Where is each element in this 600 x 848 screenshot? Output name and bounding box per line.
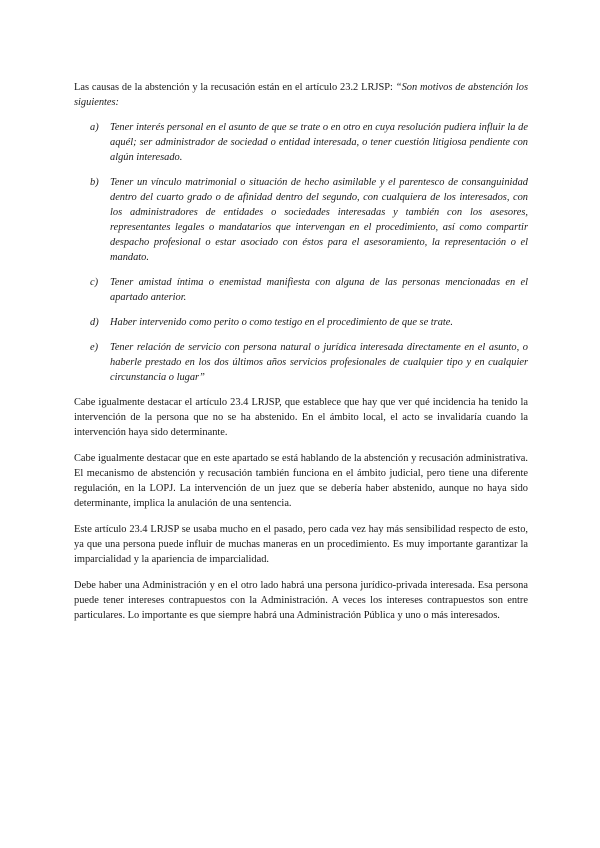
motivo-item-c — [90, 275, 528, 305]
motivo-text: Haber intervenido como perito o como testigo en el procedimiento de que se trate. — [110, 317, 454, 328]
intro-quote: “Son motivos de abstención los siguientes: — [74, 82, 529, 108]
motivo-text: Tener un vínculo matrimonial o situación de hecho asimilable y el parentesco de consanguinidad dentro del cuarto grado o de afinidad dentro del segundo, con cualquiera de los interesados, con los administradores de entidades o sociedades interesadas y también con los asesores, representantes legales o mandatarios que intervengan en el procedimiento, así como compartir despacho profesional o estar asociado con éstos para el asesoramiento, la representación o el mandato. — [110, 177, 528, 263]
intro-text: Las causas de la abstención y la recusación están en el artículo 23.2 LRJSP: — [74, 82, 396, 93]
list-marker: d) — [90, 317, 99, 328]
motivo-text: Tener relación de servicio con persona natural o jurídica interesada directamente en el asunto, o haberle prestado en los dos últimos años servicios profesionales de cualquier tipo y en cualquier circunstancia o lugar” — [110, 342, 528, 383]
paragraph-interesados: Debe haber una Administración y en el otro lado habrá una persona jurídico-privada interesada. Esa persona puede tener intereses contrapuestos con la Administración. A veces los intereses contrapuestos son entre particulares. Lo importante es que siempre habrá una Administración Pública y uno o más interesados. — [74, 580, 528, 621]
paragraph-imparcialidad: Este artículo 23.4 LRJSP se usaba mucho en el pasado, pero cada vez hay más sensibilidad respecto de esto, ya que una persona puede influir de muchas maneras en un procedimiento. Es muy importante garantizar la imparcialidad y la apariencia de imparcialidad. — [74, 524, 528, 565]
motivo-item-b — [90, 175, 528, 265]
paragraph-incidencia: Cabe igualmente destacar el artículo 23.4 LRJSP, que establece que hay que ver qué incidencia ha tenido la intervención de la persona que no se ha abstenido. En el ámbito local, el acto se invalidaría cuando la intervención haya sido determinante. — [74, 397, 528, 438]
motivo-item-e — [90, 340, 528, 385]
motivo-item-d — [90, 315, 528, 330]
list-marker: a) — [90, 122, 99, 133]
paragraph-ambito-judicial: Cabe igualmente destacar que en este apartado se está hablando de la abstención y recusación administrativa. El mecanismo de abstención y recusación también funciona en el ámbito judicial, pero tiene una diferente regulación, en la LOPJ. La intervención de un juez que se debería haber abstenido, aunque no haya sido determinante, implica la anulación de una sentencia. — [74, 453, 528, 509]
intro-paragraph — [74, 80, 528, 110]
motivo-item-a — [90, 120, 528, 165]
list-marker: c) — [90, 277, 99, 288]
motivos-list — [74, 120, 528, 385]
motivo-text: Tener interés personal en el asunto de que se trate o en otro en cuya resolución pudiera influir la de aquél; ser administrador de sociedad o entidad interesada, o tener cuestión litigiosa pendiente con algún interesado. — [110, 122, 528, 163]
list-marker: b) — [90, 177, 99, 188]
motivo-text: Tener amistad íntima o enemistad manifiesta con alguna de las personas mencionadas en el apartado anterior. — [110, 277, 528, 303]
list-marker: e) — [90, 342, 99, 353]
